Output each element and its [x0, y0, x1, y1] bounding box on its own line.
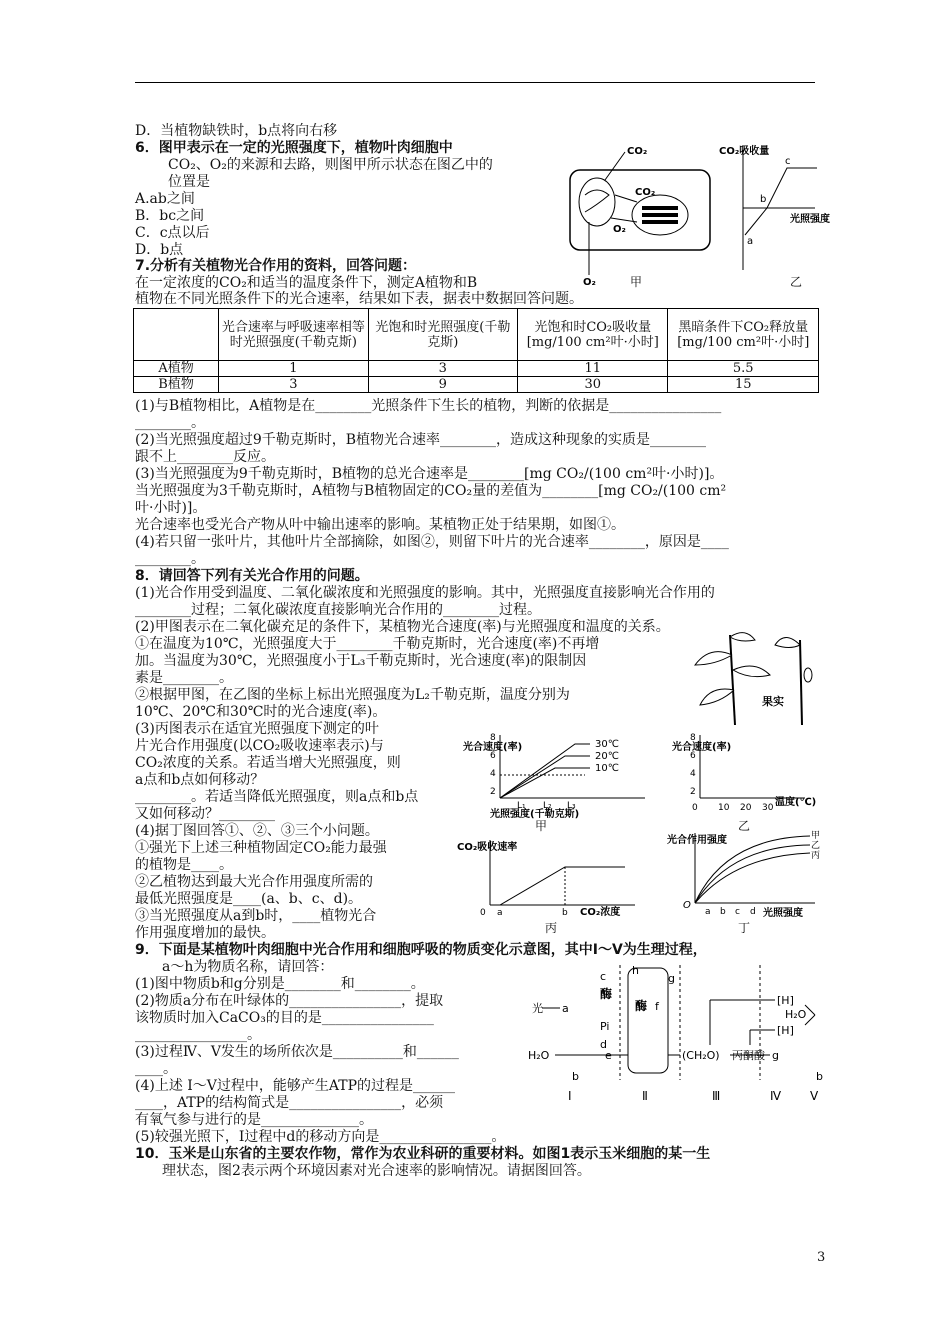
q8-3f: 又如何移动？________ [135, 806, 275, 822]
q6-option-b: B．bc之间 [135, 208, 205, 224]
mitochondrion-cristae [585, 190, 609, 212]
label: 光合作用强度 [667, 835, 727, 846]
label: CO₂吸收速率 [457, 842, 518, 853]
label: 光合速度(率) [672, 742, 732, 753]
q8-2b: ②根据甲图，在乙图的坐标上标出光照强度为L₂千勒克斯，温度分别为 [135, 687, 570, 703]
tick: 4 [690, 769, 696, 779]
label: 温度(℃) [775, 797, 817, 808]
enzyme-box [628, 968, 668, 1073]
label: 酶 [635, 999, 648, 1013]
label: 光 [532, 1002, 543, 1015]
label: Ⅰ [568, 1089, 572, 1103]
label: a [562, 1002, 569, 1015]
q8-4a2: 的植物是____。 [135, 857, 233, 873]
table-cell: 15 [668, 377, 819, 393]
q6-option-c: C．c点以后 [135, 225, 210, 241]
fig-caption-yi: 乙 [790, 275, 803, 289]
q7-4: (4)若只留一张叶片，其他叶片全部摘除，如图②，则留下叶片的光合速率________，原因是____ [135, 534, 729, 550]
q9-4: (4)上述 Ⅰ～Ⅴ过程中，能够产生ATP的过程是______ [135, 1078, 456, 1094]
tick: a [497, 908, 503, 918]
label: e [605, 1049, 612, 1062]
label: (CH₂O) [682, 1049, 720, 1062]
chart-jia [455, 730, 665, 820]
series-label: 10℃ [595, 763, 619, 774]
fig-caption-jia: 甲 [630, 275, 643, 289]
tick: 30 [762, 803, 774, 813]
label: g [772, 1049, 779, 1062]
page-number: 3 [817, 1250, 826, 1265]
chart-yi [670, 730, 820, 820]
q10-stem: 10．玉米是山东省的主要农作物，常作为农业科研的重要材料。如图1表示玉米细胞的某一生 [135, 1146, 711, 1162]
table-row [134, 377, 819, 393]
q7-1: (1)与B植物相比，A植物是在________光照条件下生长的植物，判断的依据是________________ [135, 398, 722, 414]
table-cell: 3 [219, 377, 368, 393]
label: Pi [600, 1020, 610, 1033]
fig-caption-bing: 丙 [545, 921, 558, 935]
label: CO₂浓度 [580, 907, 621, 918]
arrow [805, 1015, 815, 1025]
q7-text: 在一定浓度的CO₂和适当的温度条件下，测定A植物和B [135, 275, 478, 291]
leaf [695, 652, 732, 665]
tick: 20 [740, 803, 752, 813]
tick: L₁ [517, 801, 526, 811]
curve-20c [500, 756, 590, 798]
q8-1: (1)光合作用受到温度、二氧化碳浓度和光照强度的影响。其中，光照强度直接影响光合作用的 [135, 585, 715, 601]
series-label: 20℃ [595, 751, 619, 762]
leaf [700, 689, 734, 705]
table-header [134, 309, 219, 361]
curve-bing [695, 853, 810, 903]
q6-stem-3: 位置是 [168, 174, 210, 190]
thylakoid [642, 220, 678, 224]
q8-4: (4)据丁图回答①、②、③三个小问题。 [135, 823, 379, 839]
fig-caption-yi: 乙 [738, 819, 751, 833]
table-header: 光饱和时光照强度(千勒克斯) [368, 309, 517, 361]
q6-figure [565, 140, 830, 288]
tick: L₃ [567, 801, 576, 811]
q7-2: (2)当光照强度超过9千勒克斯时，B植物光合速率________，造成这种现象的实质是________ [135, 432, 707, 448]
label: c [600, 970, 607, 983]
label: f [655, 1000, 659, 1013]
table-cell: 11 [518, 361, 668, 377]
label: Ⅱ [642, 1089, 648, 1103]
label: CO₂ [627, 146, 648, 157]
label: h [632, 964, 639, 977]
leaf [775, 638, 800, 648]
mitochondrion [579, 178, 615, 226]
q8-4b2: 最低光照强度是____(a、b、c、d)。 [135, 891, 363, 907]
label: a [747, 236, 754, 247]
tick: b [720, 907, 726, 917]
label: O₂ [583, 277, 596, 288]
q8-stem: 8．请回答下列有关光合作用的问题。 [135, 568, 369, 584]
label: 丙酮酸 [732, 1049, 765, 1062]
label: 酶 [600, 987, 613, 1001]
plant-fruit-figure [690, 625, 820, 730]
leaf [730, 633, 755, 641]
q9-stem: 9．下面是某植物叶肉细胞中光合作用和细胞呼吸的物质变化示意图，其中Ⅰ～Ⅴ为生理过程， [135, 942, 707, 958]
chart-bing [455, 835, 645, 925]
q9-stem-2: a～h为物质名称，请回答： [162, 959, 334, 975]
tick: b [562, 908, 568, 918]
q8-1b: ________过程；二氧化碳浓度直接影响光合作用的________过程。 [135, 602, 541, 618]
co2-arrow [615, 195, 637, 202]
metabolism-diagram [520, 960, 823, 1105]
tick: 8 [690, 733, 696, 743]
co2-arrow [605, 152, 625, 180]
label: Ⅳ [770, 1089, 782, 1103]
tick: d [750, 907, 756, 917]
tick: a [705, 907, 711, 917]
label: 光合速度(率) [463, 742, 523, 753]
q7-1b: ________。 [135, 415, 205, 431]
curve [500, 867, 625, 905]
tick: 0 [692, 803, 698, 813]
table-header: 黑暗条件下CO₂释放量[mg/100 cm²叶·小时] [668, 309, 819, 361]
curve-yi [695, 845, 810, 903]
q8-2: (2)甲图表示在二氧化碳充足的条件下，某植物光合速度(率)与光照强度和温度的关系。 [135, 619, 670, 635]
arrow [805, 1005, 815, 1015]
q9-2: (2)物质a分布在叶绿体的________________，提取 [135, 993, 444, 1009]
table-cell: 30 [518, 377, 668, 393]
label: CO₂ [635, 187, 656, 198]
label: [H] [777, 1024, 794, 1037]
label: 光照强度 [790, 214, 830, 225]
cell-outline [570, 170, 710, 250]
header-rule [135, 82, 815, 83]
tick: 2 [690, 787, 696, 797]
q9-3: (3)过程Ⅳ、Ⅴ发生的场所依次是__________和______ [135, 1044, 459, 1060]
stem [800, 640, 802, 725]
q6-stem: 6．图甲表示在一定的光照强度下，植物叶肉细胞中 [135, 140, 453, 156]
q9-4b: ____，ATP的结构简式是________________，必须 [135, 1095, 444, 1111]
q8-4c: ③当光照强度从a到b时，____植物光合 [135, 908, 377, 924]
q9-4c: 有氧气参与进行的是______________。 [135, 1112, 373, 1128]
series-label: 乙 [811, 841, 821, 851]
label: 光照强度 [763, 908, 803, 919]
table-header: 光饱和时CO₂吸收量[mg/100 cm²叶·小时] [518, 309, 668, 361]
q8-2a2: 加。当温度为30℃，光照强度小于L₃千勒克斯时，光合速度(率)的限制因 [135, 653, 587, 669]
series-label: 30℃ [595, 739, 619, 750]
q7-text-3: 光合速率也受光合产物从叶中输出速率的影响。某植物正处于结果期，如图①。 [135, 517, 625, 533]
fig-caption-ding: 丁 [738, 921, 751, 935]
q6-stem-2: CO₂、O₂的来源和去路，则图甲所示状态在图乙中的 [168, 157, 493, 173]
q8-3c: CO₂浓度的关系。若适当增大光照强度，则 [135, 755, 401, 771]
tick: L₂ [543, 801, 552, 811]
table-cell: A植物 [134, 361, 219, 377]
q8-2a3: 素是________。 [135, 670, 233, 686]
label: b [572, 1070, 579, 1083]
table-header: 光合速率与呼吸速率相等时光照强度(千勒克斯) [219, 309, 368, 361]
q8-3e: ________。若适当降低光照强度，则a点和b点 [135, 789, 419, 805]
q7-2b: 跟不上________反应。 [135, 449, 275, 465]
tick: 8 [490, 733, 496, 743]
q5-option-d: D．当植物缺铁时，b点将向右移 [135, 123, 338, 139]
tick: O [683, 900, 691, 911]
table-cell: 5.5 [668, 361, 819, 377]
q7-text-2: 植物在不同光照条件下的光合速率，结果如下表，据表中数据回答问题。 [135, 291, 583, 307]
tick: 2 [490, 787, 496, 797]
label: g [668, 972, 675, 985]
q8-2b2: 10℃、20℃和30℃时的光合速度(率)。 [135, 704, 387, 720]
q10-stem-2: 理状态，图2表示两个环境因素对光合速率的影响情况。请据图回答。 [162, 1163, 591, 1179]
label: d [600, 1038, 607, 1051]
q7-4b: ________。 [135, 551, 205, 567]
tick: c [735, 907, 740, 917]
tick: 0 [480, 908, 486, 918]
series-label: 甲 [811, 831, 821, 841]
q8-3b: 片光合作用强度(以CO₂吸收速率表示)与 [135, 738, 384, 754]
label: Ⅴ [810, 1089, 819, 1103]
series-label: 丙 [811, 851, 821, 861]
q8-4a: ①强光下上述三种植物固定CO₂能力最强 [135, 840, 387, 856]
q6-option-a: A.ab之间 [135, 191, 195, 207]
label: 果实 [762, 695, 784, 708]
label: Ⅲ [712, 1089, 721, 1103]
q6-option-d: D．b点 [135, 242, 184, 258]
tick: 6 [490, 751, 496, 761]
tick: 6 [690, 751, 696, 761]
thylakoid [642, 206, 678, 210]
thylakoid [642, 213, 678, 217]
table-cell: B植物 [134, 377, 219, 393]
q9-5: (5)较强光照下，Ⅰ过程中d的移动方向是________________。 [135, 1129, 506, 1145]
fig-caption-jia: 甲 [535, 819, 548, 833]
q7-3c: 叶·小时)]。 [135, 500, 207, 516]
q8-3: (3)丙图表示在适宜光照强度下测定的叶 [135, 721, 379, 737]
tick: 4 [490, 769, 496, 779]
q8-4b: ②乙植物达到最大光合作用强度所需的 [135, 874, 373, 890]
q8-3d: a点和b点如何移动？ [135, 772, 265, 788]
label: H₂O [785, 1008, 807, 1021]
label: 光照强度(千勒克斯) [490, 809, 580, 820]
chart-ding [665, 828, 820, 923]
q9-2b: 该物质时加入CaCO₃的目的是________________ [135, 1010, 434, 1026]
label: [H] [777, 994, 794, 1007]
label: b [816, 1070, 823, 1083]
q9-3b: ____。 [135, 1061, 177, 1077]
q8-2a: ①在温度为10℃，光照强度大于________千勒克斯时，光合速度(率)不再增 [135, 636, 600, 652]
fruit [804, 668, 812, 682]
label: H₂O [528, 1049, 550, 1062]
table-row [134, 361, 819, 377]
table-cell: 3 [368, 361, 517, 377]
leaf [733, 666, 770, 677]
curve-10c [500, 768, 590, 798]
tick: 10 [718, 803, 730, 813]
label: c [785, 156, 791, 167]
label: CO₂吸收量 [719, 146, 770, 157]
q7-3b: 当光照强度为3千勒克斯时，A植物与B植物固定的CO₂量的差值为________[mg CO₂/(100 cm² [135, 483, 727, 499]
stem [730, 635, 735, 725]
label: b [760, 194, 767, 205]
q7-3: (3)当光照强度为9千勒克斯时，B植物的总光合速率是________[mg CO₂/(100 cm²叶·小时)]。 [135, 466, 724, 482]
table-cell: 1 [219, 361, 368, 377]
q9-2c: ________________。 [135, 1027, 261, 1043]
table-cell: 9 [368, 377, 517, 393]
q9-1: (1)图中物质b和g分别是________和________。 [135, 976, 425, 992]
q7-stem: 7.分析有关植物光合作用的资料，回答问题： [135, 258, 417, 274]
q8-4c2: 作用强度增加的最快。 [135, 925, 275, 941]
light-data-table [133, 308, 819, 393]
label: O₂ [613, 224, 626, 235]
